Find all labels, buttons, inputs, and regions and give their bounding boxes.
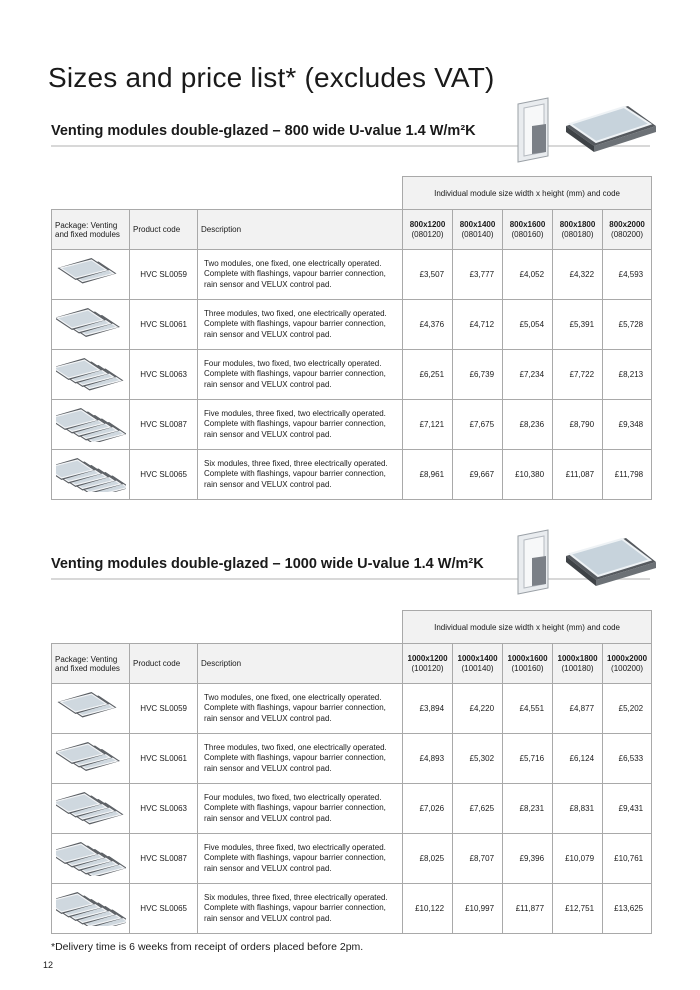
size-label: 800x1200 [409,219,446,229]
price-cell: £8,236 [503,400,553,450]
table-row [52,784,652,834]
module-package-icon [56,840,126,876]
module-package-icon [56,690,126,726]
size-label: 800x1400 [459,219,496,229]
price-cell: £4,551 [503,684,553,734]
price-cell: £9,667 [453,450,503,500]
price-cell: £5,202 [603,684,652,734]
table-body [52,250,652,500]
price-cell: £4,376 [403,300,453,350]
size-label: 1000x2000 [607,653,648,663]
size-label: 800x1600 [509,219,546,229]
page-title: Sizes and price list* (excludes VAT) [48,62,495,93]
package-illustration-cell [52,834,130,884]
size-col-header [603,644,652,684]
package-illustration-cell [52,784,130,834]
price-cell: £7,675 [453,400,503,450]
product-code: HVC SL0059 [130,684,198,734]
price-cell: £11,087 [553,450,603,500]
table-row [52,450,652,500]
product-code: HVC SL0061 [130,300,198,350]
price-cell: £4,052 [503,250,553,300]
price-cell: £3,894 [403,684,453,734]
module-package-icon [56,356,126,392]
package-illustration-cell [52,350,130,400]
price-cell: £12,751 [553,884,603,934]
price-cell: £5,302 [453,734,503,784]
size-group-header: Individual module size width x height (mm) and code [403,611,652,644]
package-illustration-cell [52,884,130,934]
size-col-header [403,210,453,250]
product-description: Six modules, three fixed, three electrically operated. Complete with flashings, vapour barrier connection, rain sensor and VELUX control pad. [198,450,403,500]
section-title-800: Venting modules double-glazed – 800 wide U-value 1.4 W/m²K [51,123,476,139]
size-label: 1000x1200 [407,653,448,663]
price-cell: £5,391 [553,300,603,350]
col-header-description: Description [198,644,403,684]
product-code: HVC SL0063 [130,784,198,834]
table-row [52,734,652,784]
price-cell: £4,220 [453,684,503,734]
price-cell: £6,533 [603,734,652,784]
table-row [52,834,652,884]
product-description: Four modules, two fixed, two electrically operated. Complete with flashings, vapour barrier connection, rain sensor and VELUX control pad. [198,784,403,834]
price-cell: £6,124 [553,734,603,784]
price-cell: £8,213 [603,350,652,400]
price-cell: £10,079 [553,834,603,884]
price-cell: £7,625 [453,784,503,834]
size-col-header [553,644,603,684]
package-illustration-cell [52,734,130,784]
table-row [52,400,652,450]
size-code: (080160) [511,229,544,239]
size-label: 800x1800 [559,219,596,229]
product-code: HVC SL0065 [130,450,198,500]
table-row [52,300,652,350]
module-package-icon [56,406,126,442]
package-illustration-cell [52,450,130,500]
size-code: (080180) [561,229,594,239]
price-cell: £7,026 [403,784,453,834]
price-cell: £5,054 [503,300,553,350]
size-col-header [503,644,553,684]
table-row [52,250,652,300]
section-title-1000: Venting modules double-glazed – 1000 wide U-value 1.4 W/m²K [51,556,484,572]
size-col-header [553,210,603,250]
module-package-icon [56,790,126,826]
package-illustration-cell [52,250,130,300]
size-code: (100180) [561,663,594,673]
product-code: HVC SL0065 [130,884,198,934]
product-description: Five modules, three fixed, two electrically operated. Complete with flashings, vapour barrier connection, rain sensor and VELUX control pad. [198,834,403,884]
price-cell: £5,728 [603,300,652,350]
price-cell: £4,593 [603,250,652,300]
delivery-footnote: *Delivery time is 6 weeks from receipt of orders placed before 2pm. [51,941,364,953]
price-cell: £4,893 [403,734,453,784]
price-cell: £8,707 [453,834,503,884]
table-row [52,350,652,400]
price-cell: £10,997 [453,884,503,934]
price-cell: £4,712 [453,300,503,350]
price-cell: £7,722 [553,350,603,400]
price-cell: £11,798 [603,450,652,500]
price-cell: £8,790 [553,400,603,450]
size-col-header [603,210,652,250]
product-description: Three modules, two fixed, one electrically operated. Complete with flashings, vapour barrier connection, rain sensor and VELUX control pad. [198,300,403,350]
price-table-800 [51,176,652,500]
package-illustration-cell [52,300,130,350]
size-col-header [453,644,503,684]
price-cell: £7,234 [503,350,553,400]
price-cell: £7,121 [403,400,453,450]
price-cell: £13,625 [603,884,652,934]
page-number: 12 [43,960,54,970]
price-cell: £8,025 [403,834,453,884]
col-header-package: Package: Venting and fixed modules [52,210,130,250]
size-group-header: Individual module size width x height (mm) and code [403,177,652,210]
product-description: Six modules, three fixed, three electrically operated. Complete with flashings, vapour barrier connection, rain sensor and VELUX control pad. [198,884,403,934]
product-code: HVC SL0087 [130,834,198,884]
module-package-icon [56,256,126,292]
size-label: 800x2000 [609,219,645,229]
price-cell: £6,251 [403,350,453,400]
price-cell: £9,396 [503,834,553,884]
price-cell: £3,777 [453,250,503,300]
col-header-code: Product code [130,210,198,250]
module-package-icon [56,740,126,776]
package-illustration-cell [52,684,130,734]
price-cell: £8,831 [553,784,603,834]
size-code: (080120) [411,229,444,239]
size-col-header [403,644,453,684]
size-col-header [503,210,553,250]
product-description: Two modules, one fixed, one electrically operated. Complete with flashings, vapour barrier connection, rain sensor and VELUX control pad. [198,684,403,734]
price-table-1000 [51,610,652,934]
price-cell: £10,380 [503,450,553,500]
product-description: Two modules, one fixed, one electrically operated. Complete with flashings, vapour barrier connection, rain sensor and VELUX control pad. [198,250,403,300]
price-cell: £3,507 [403,250,453,300]
window-cross-section-illustration [508,96,658,166]
size-code: (100120) [411,663,444,673]
table-row [52,684,652,734]
product-description: Three modules, two fixed, one electrically operated. Complete with flashings, vapour barrier connection, rain sensor and VELUX control pad. [198,734,403,784]
size-col-header [453,210,503,250]
size-code: (100140) [461,663,494,673]
price-cell: £10,122 [403,884,453,934]
product-description: Four modules, two fixed, two electrically operated. Complete with flashings, vapour barrier connection, rain sensor and VELUX control pad. [198,350,403,400]
price-cell: £5,716 [503,734,553,784]
product-description: Five modules, three fixed, two electrically operated. Complete with flashings, vapour barrier connection, rain sensor and VELUX control pad. [198,400,403,450]
price-cell: £8,961 [403,450,453,500]
product-code: HVC SL0063 [130,350,198,400]
price-cell: £4,877 [553,684,603,734]
price-cell: £9,431 [603,784,652,834]
size-label: 1000x1800 [557,653,598,663]
price-cell: £9,348 [603,400,652,450]
price-cell: £6,739 [453,350,503,400]
module-package-icon [56,306,126,342]
table-row [52,884,652,934]
size-code: (100200) [611,663,644,673]
window-cross-section-illustration [508,528,658,598]
module-package-icon [56,890,126,926]
price-cell: £11,877 [503,884,553,934]
size-label: 1000x1400 [457,653,498,663]
price-cell: £8,231 [503,784,553,834]
package-illustration-cell [52,400,130,450]
col-header-code: Product code [130,644,198,684]
col-header-description: Description [198,210,403,250]
size-label: 1000x1600 [507,653,548,663]
table-body [52,684,652,934]
module-package-icon [56,456,126,492]
size-code: (080200) [611,229,644,239]
product-code: HVC SL0061 [130,734,198,784]
price-cell: £4,322 [553,250,603,300]
size-code: (100160) [511,663,544,673]
price-cell: £10,761 [603,834,652,884]
product-code: HVC SL0087 [130,400,198,450]
product-code: HVC SL0059 [130,250,198,300]
size-code: (080140) [461,229,494,239]
col-header-package: Package: Venting and fixed modules [52,644,130,684]
